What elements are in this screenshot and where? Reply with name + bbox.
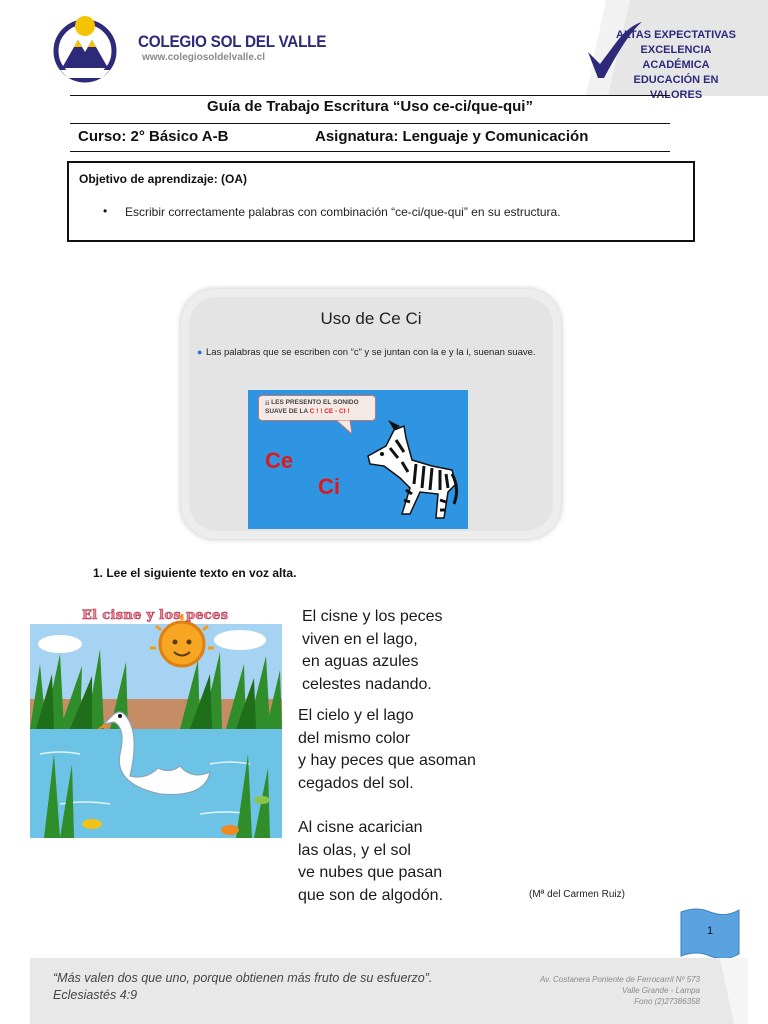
poem-line: y hay peces que asoman — [298, 752, 476, 769]
objective-heading: Objetivo de aprendizaje: (OA) — [79, 172, 248, 186]
address-line: Av. Costanera Poniente de Ferrocarril Nº 573 — [539, 975, 700, 984]
poem-line: ve nubes que pasan — [298, 864, 443, 881]
school-logo — [52, 14, 118, 84]
slide-title: Uso de Ce Ci — [320, 309, 422, 328]
zebra-illustration — [360, 418, 460, 528]
zebra-picture — [248, 390, 468, 529]
slide-image — [181, 289, 561, 539]
address-line: Fono (2)27386358 — [634, 997, 700, 1006]
footer-verse: Eclesiastés 4:9 — [53, 988, 138, 1002]
footer-quote: “Más valen dos que uno, porque obtienen más fruto de su esfuerzo”. — [53, 971, 433, 985]
poem-line: cegados del sol. — [298, 774, 414, 792]
swan-illustration — [30, 604, 282, 838]
poem-line: en aguas azules — [302, 653, 419, 670]
poem-author: (Mª del Carmen Ruiz) — [529, 889, 625, 900]
value-values-education: EDUCACIÓN EN VALORES — [633, 74, 719, 101]
poem-line: del mismo color — [298, 729, 411, 747]
school-website: www.colegiosoldelvalle.cl — [142, 52, 266, 63]
speech-bubble-tail — [336, 420, 352, 434]
speech-line-2-prefix: SUAVE DE LA — [265, 408, 310, 415]
poem-line: El cisne y los peces — [302, 608, 443, 625]
guide-title: Guía de Trabajo Escritura “Uso ce-ci/que-qui” — [207, 98, 533, 115]
poem-line: las olas, y el sol — [298, 841, 411, 859]
poem-line: celestes nadando. — [302, 675, 432, 693]
slide-content — [189, 297, 553, 531]
school-values — [606, 28, 746, 103]
slide-corner-decoration — [189, 507, 211, 531]
speech-line-1: ¡¡ LES PRESENTO EL SONIDO — [265, 399, 359, 406]
slide-bullet-text: Las palabras que se escriben con “c” y se juntan con la e y la i, suenan suave. — [206, 347, 536, 358]
title-top-rule — [70, 95, 670, 96]
poem-stanza-2 — [298, 705, 476, 795]
address-line: Valle Grande - Lampa — [622, 986, 700, 995]
reading-instruction: 1. Lee el siguiente texto en voz alta. — [93, 566, 297, 580]
title-middle-rule — [70, 123, 670, 124]
subject-label: Asignatura: Lenguaje y Comunicación — [315, 128, 589, 145]
speech-bubble — [258, 395, 376, 421]
poem-line: viven en el lago, — [302, 630, 418, 648]
objective-text: Escribir correctamente palabras con combinación “ce-ci/que-qui” en su estructura. — [125, 205, 561, 219]
objective-bullet: • — [103, 204, 108, 218]
swan-scene — [30, 604, 282, 838]
value-academic-excellence: EXCELENCIA ACADÉMICA — [640, 44, 712, 71]
value-high-expectations: ALTAS EXPECTATIVAS — [616, 29, 736, 41]
poem-line: Al cisne acarician — [298, 819, 423, 836]
title-bottom-rule — [70, 151, 670, 152]
slide-bullet-icon: ● — [197, 347, 203, 357]
poem-stanza-3 — [298, 817, 443, 907]
objective-box — [67, 161, 695, 242]
illustration-title: El cisne y los peces — [82, 608, 229, 623]
course-label: Curso: 2° Básico A-B — [78, 128, 229, 145]
speech-line-2-accent: C ! ! CE - CI ! — [309, 408, 350, 415]
page-number: 1 — [706, 925, 714, 937]
ci-label: Ci — [318, 474, 340, 499]
footer-address — [540, 974, 700, 1007]
poem-stanza-1 — [302, 606, 443, 696]
ce-label: Ce — [265, 448, 294, 473]
poem-line: que son de algodón. — [298, 886, 444, 904]
poem-line: El cielo y el lago — [298, 707, 414, 724]
school-name: COLEGIO SOL DEL VALLE — [138, 32, 327, 51]
speech-line-2 — [265, 408, 350, 415]
